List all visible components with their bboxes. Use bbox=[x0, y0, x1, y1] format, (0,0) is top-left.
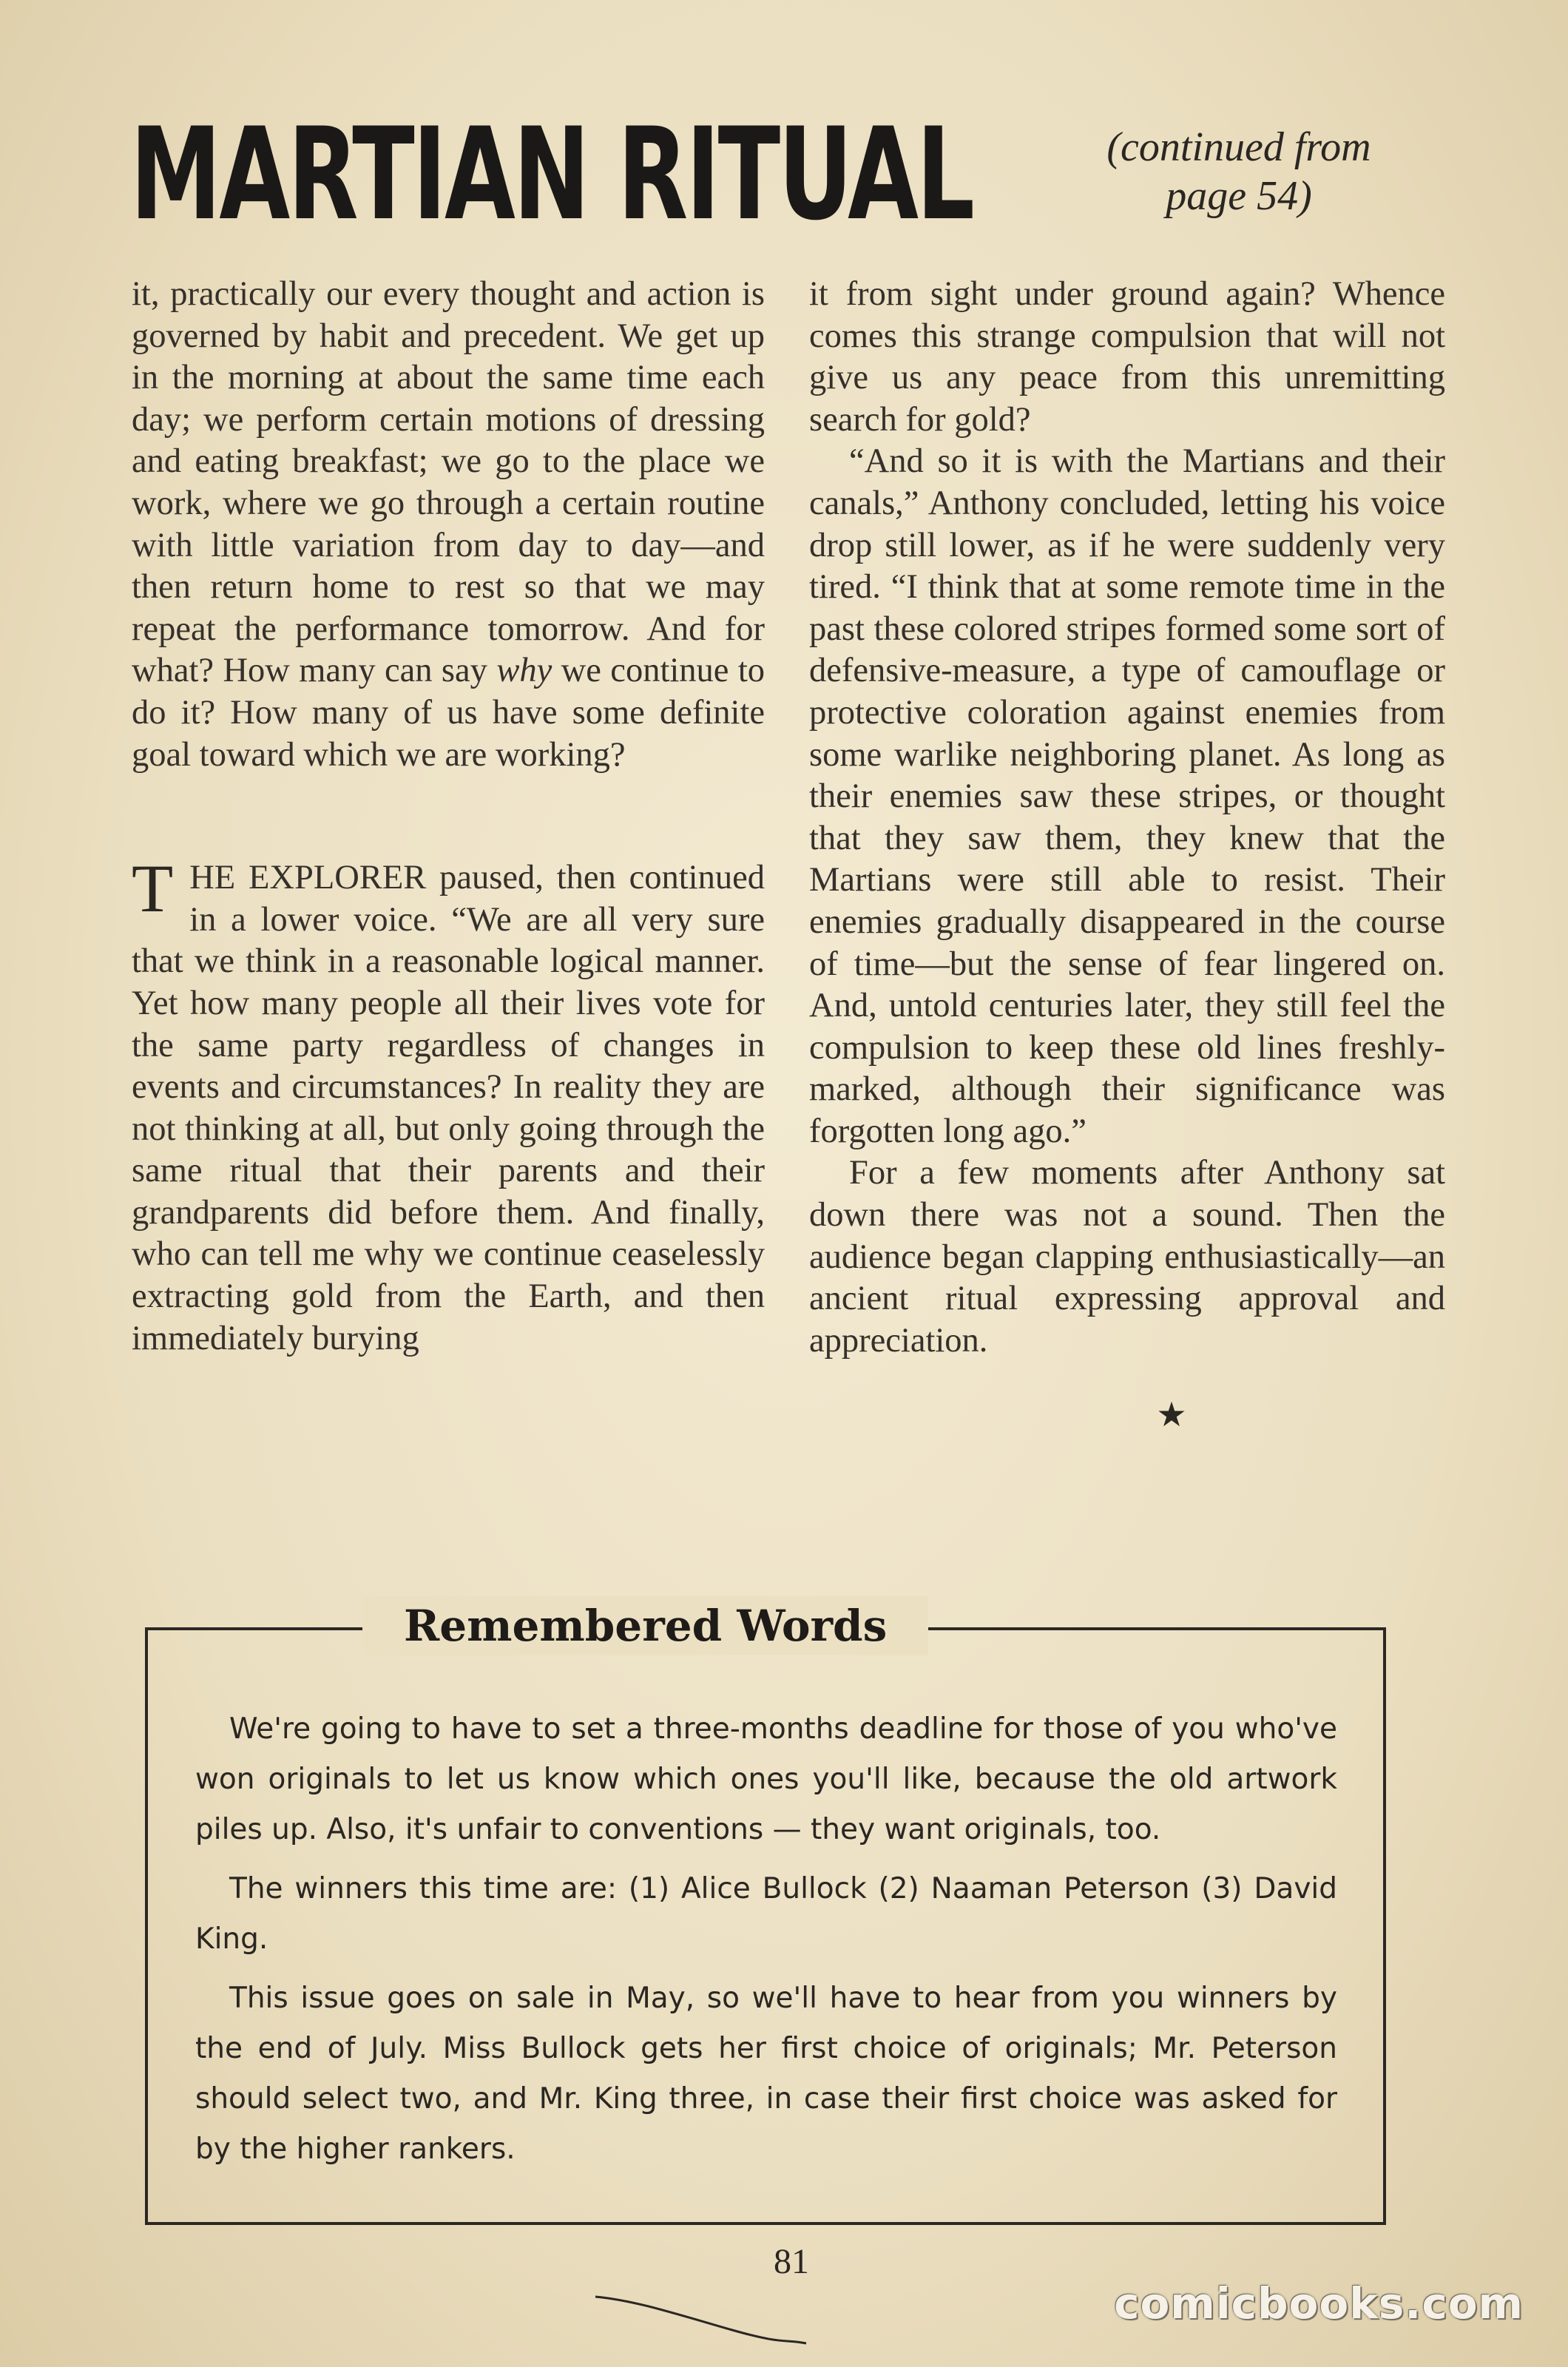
right-paragraph-2: “And so it is with the Martians and their canals,” Anthony concluded, letting his voice drop still lower, as if he were suddenly very tired. “I think that at some remote time in the past these colored stripes formed some sort of defensive-measure, a type of camouflage or protective coloration against enemies from some warlike neighboring planet. As long as their enemies saw these stripes, or thought that they saw them, they knew that the Martians were still able to resist. Their enemies gradually disappeared in the course of time—but the sense of fear lingered on. And, untold centuries later, they still feel the compulsion to keep these old lines freshly-marked, although their significance was forgotten long ago.” bbox=[809, 442, 1445, 1150]
continued-note-line2: page 54) bbox=[1166, 173, 1312, 219]
end-mark-icon: ★ bbox=[1156, 1396, 1187, 1434]
left-paragraph-1 bbox=[132, 274, 765, 776]
right-paragraph-1: it from sight under ground again? Whence comes this strange compulsion that will not give us any peace from this unremitting search for gold? bbox=[809, 275, 1445, 439]
box-title: Remembered Words bbox=[362, 1596, 928, 1655]
left-paragraph-2-text: HE EXPLORER paused, then continued in a lower voice. “We are all very sure that we think in a reasonable logical manner. Yet how many people all their lives vote for the same party regardless of changes in events and circumstances? In reality they are not thinking at all, but only going through the same ritual that their parents and their grandparents did before them. And finally, who can tell me why we continue ceaselessly extracting gold from the Earth, and then immediately burying bbox=[132, 859, 765, 1357]
left-paragraph-1-emphasis: why bbox=[496, 652, 552, 690]
box-paragraph-1: We're going to have to set a three-months deadline for those of you who've won originals to let us know which ones you'll like, because the old artwork piles up. Also, it's unfair to conventions — they want originals, too. bbox=[195, 1712, 1337, 1846]
left-column bbox=[132, 274, 765, 1360]
site-watermark: comicbooks.com bbox=[1114, 2278, 1524, 2329]
drop-cap: T bbox=[132, 851, 174, 927]
page-number: 81 bbox=[774, 2242, 809, 2281]
left-paragraph-1-text: it, practically our every thought and action is governed by habit and precedent. We get up in the morning at about the same time each day; we perform certain motions of dressing and eating breakfast; we go to the place we work, where we go through a certain routine with little variation from day to day—and then return home to rest so that we may repeat the performance tomorrow. And for what? How many can say bbox=[132, 275, 765, 690]
continued-note-line1: (continued from bbox=[1106, 124, 1371, 170]
pencil-scratch-mark bbox=[592, 2286, 814, 2345]
article-title: MARTIAN RITUAL bbox=[130, 100, 973, 249]
box-body bbox=[195, 1704, 1337, 2184]
remembered-words-box bbox=[145, 1601, 1386, 2225]
right-paragraph-3: For a few moments after Anthony sat down there was not a sound. Then the audience began clapping enthusiastically—an ancient ritual expressing approval and appreciation. bbox=[809, 1154, 1445, 1360]
left-paragraph-1-end: we continue to do it? How many of us have some definite goal toward which we are working? bbox=[132, 652, 766, 774]
continued-note bbox=[1032, 123, 1446, 220]
left-paragraph-2 bbox=[132, 851, 765, 1360]
right-column bbox=[809, 274, 1445, 1436]
box-paragraph-2: The winners this time are: (1) Alice Bullock (2) Naaman Peterson (3) David King. bbox=[195, 1872, 1337, 1956]
box-paragraph-3: This issue goes on sale in May, so we'll have to hear from you winners by the end of July. Miss Bullock gets her first choice of originals; Mr. Peterson should select two, and Mr. King three, in case their first choice was asked for by the higher rankers. bbox=[195, 1982, 1337, 2166]
